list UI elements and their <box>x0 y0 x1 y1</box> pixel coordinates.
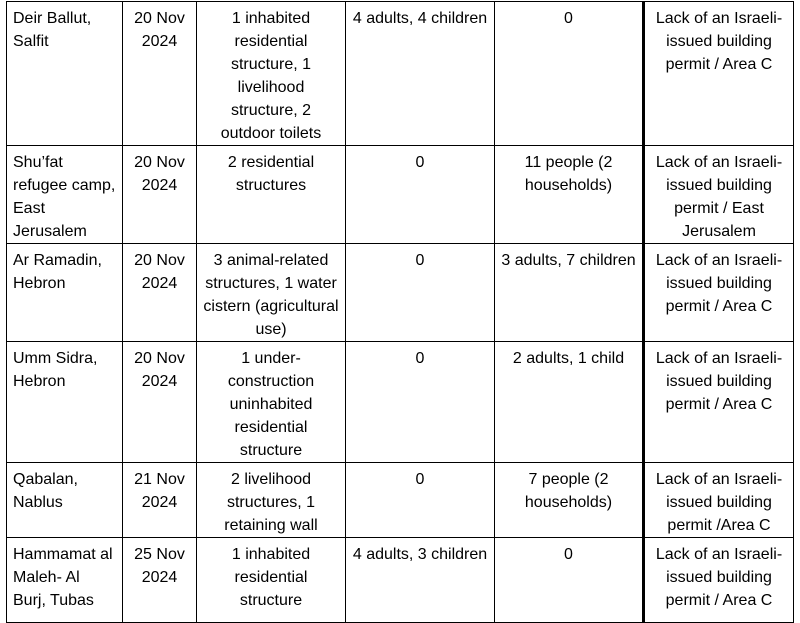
reason-cell: Lack of an Israeli-issued building permit / Area C <box>644 244 794 342</box>
displaced-cell: 0 <box>346 146 495 244</box>
displaced-cell: 0 <box>346 244 495 342</box>
structures-cell: 1 under-construction uninhabited residential structure <box>197 342 346 463</box>
location-cell: Deir Ballut, Salfit <box>7 2 123 146</box>
reason-cell: Lack of an Israeli-issued building permit / Area C <box>644 342 794 463</box>
location-cell: Shu’fat refugee camp, East Jerusalem <box>7 146 123 244</box>
table-row <box>7 342 794 463</box>
affected-cell: 3 adults, 7 children <box>495 244 644 342</box>
location-cell: Ar Ramadin, Hebron <box>7 244 123 342</box>
displaced-cell: 0 <box>346 463 495 538</box>
location-cell: Umm Sidra, Hebron <box>7 342 123 463</box>
reason-cell: Lack of an Israeli-issued building permit / Area C <box>644 538 794 623</box>
table-row <box>7 244 794 342</box>
reason-cell: Lack of an Israeli-issued building permit /Area C <box>644 463 794 538</box>
displaced-cell: 4 adults, 3 children <box>346 538 495 623</box>
affected-cell: 0 <box>495 2 644 146</box>
date-cell: 20 Nov 2024 <box>123 244 197 342</box>
displaced-cell: 4 adults, 4 children <box>346 2 495 146</box>
structures-cell: 2 livelihood structures, 1 retaining wall <box>197 463 346 538</box>
affected-cell: 7 people (2 households) <box>495 463 644 538</box>
table-body <box>7 2 794 623</box>
reason-cell: Lack of an Israeli-issued building permit / East Jerusalem <box>644 146 794 244</box>
table-row <box>7 146 794 244</box>
structures-cell: 1 inhabited residential structure, 1 livelihood structure, 2 outdoor toilets <box>197 2 346 146</box>
date-cell: 20 Nov 2024 <box>123 146 197 244</box>
table-row <box>7 463 794 538</box>
structures-cell: 1 inhabited residential structure <box>197 538 346 623</box>
date-cell: 20 Nov 2024 <box>123 342 197 463</box>
date-cell: 21 Nov 2024 <box>123 463 197 538</box>
location-cell: Qabalan, Nablus <box>7 463 123 538</box>
demolitions-table <box>6 1 794 623</box>
date-cell: 20 Nov 2024 <box>123 2 197 146</box>
affected-cell: 11 people (2 households) <box>495 146 644 244</box>
table-row <box>7 2 794 146</box>
structures-cell: 3 animal-related structures, 1 water cistern (agricultural use) <box>197 244 346 342</box>
location-cell: Hammamat al Maleh- Al Burj, Tubas <box>7 538 123 623</box>
reason-cell: Lack of an Israeli-issued building permit / Area C <box>644 2 794 146</box>
affected-cell: 2 adults, 1 child <box>495 342 644 463</box>
structures-cell: 2 residential structures <box>197 146 346 244</box>
affected-cell: 0 <box>495 538 644 623</box>
date-cell: 25 Nov 2024 <box>123 538 197 623</box>
table-row <box>7 538 794 623</box>
displaced-cell: 0 <box>346 342 495 463</box>
